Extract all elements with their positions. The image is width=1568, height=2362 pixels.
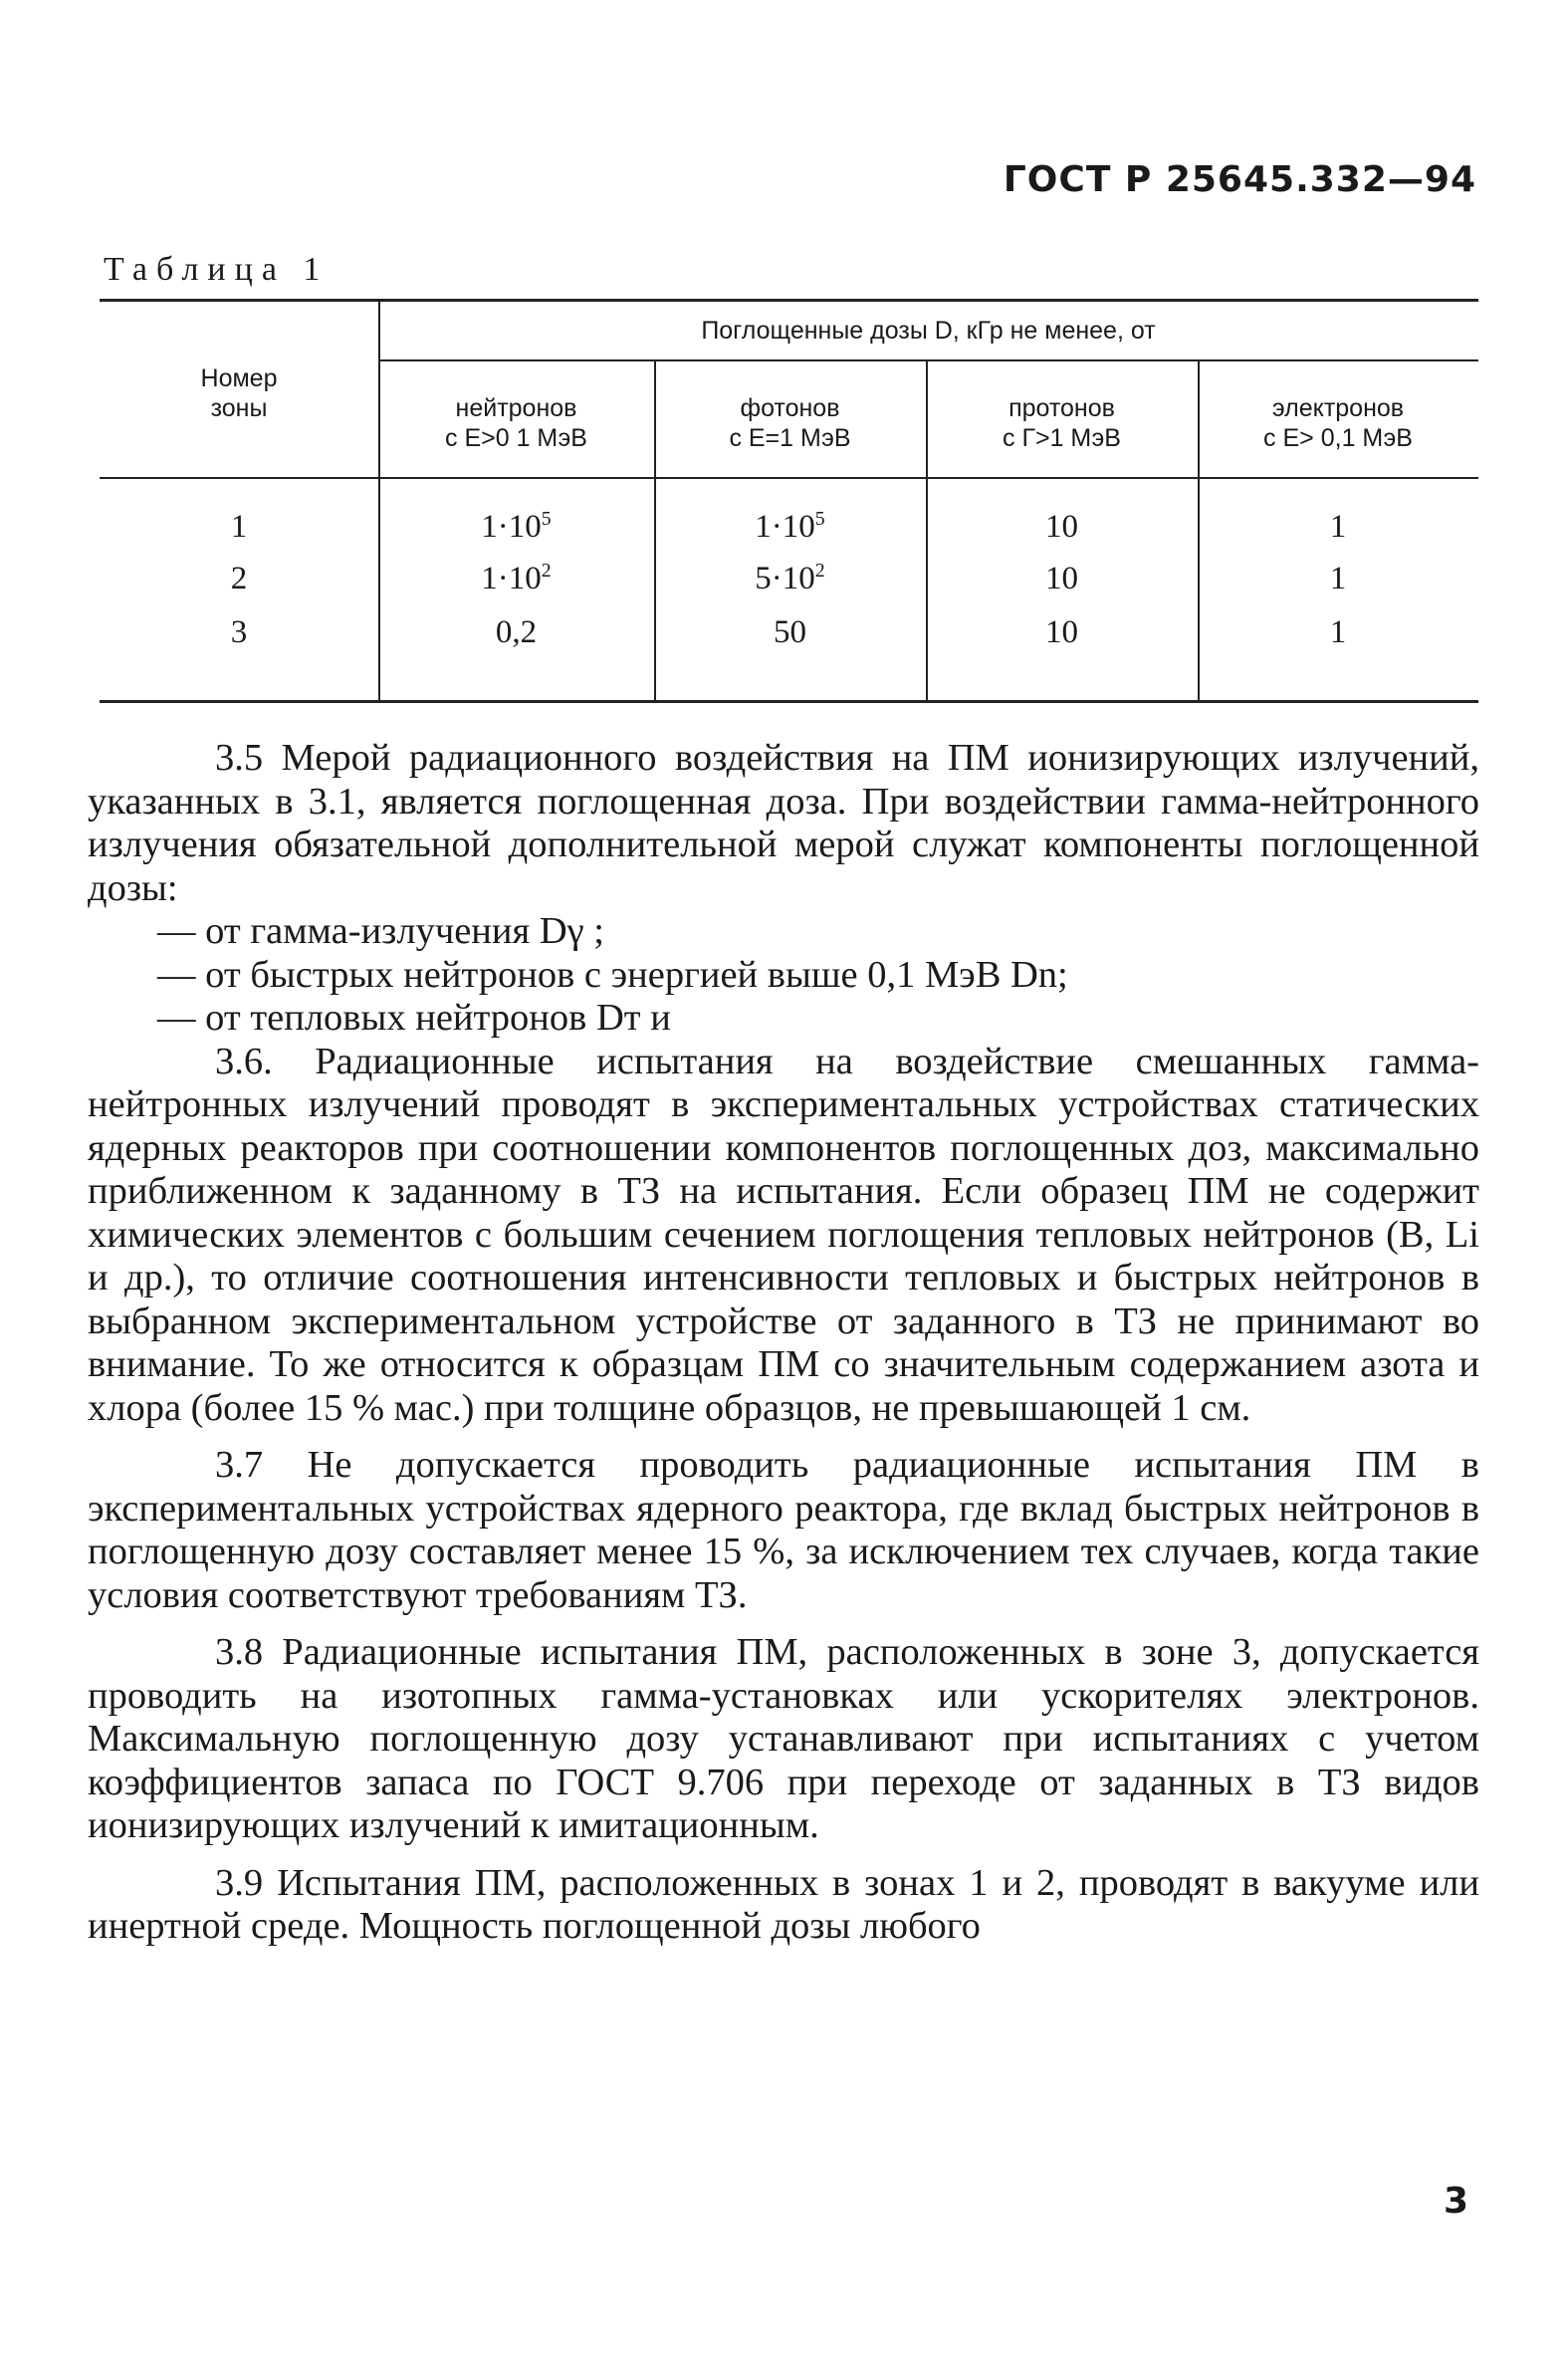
- table-cell: 1: [1329, 509, 1347, 545]
- table-cell: [654, 614, 926, 651]
- paragraph-3-7: 3.7 Не допускается проводить радиационные испытания ПМ в экспериментальных устройствах ядерного реактора, где вклад быстрых нейтронов в поглощенную дозу составляет менее 15 %, за исключением тех случаев, когда такие условия соответствуют требованиям ТЗ.: [88, 1444, 1479, 1616]
- cell-exponent: 2: [541, 560, 552, 583]
- col-particle: протонов: [1008, 394, 1115, 422]
- cell-mantissa: 0,2: [495, 614, 538, 650]
- table-cell: 10: [1045, 561, 1078, 596]
- list-item: — от быстрых нейтронов с энергией выше 0,1 МэВ Dn;: [157, 953, 1068, 996]
- col-particle: фотонов: [740, 394, 840, 422]
- table-cell: 2: [230, 561, 248, 596]
- table-divider: [100, 477, 1478, 479]
- paragraph-gap: [88, 1848, 1479, 1862]
- paragraph-3-6: 3.6. Радиационные испытания на воздействие смешанных гамма-нейтронных излучений проводят в экспериментальных устройствах статических ядерных реакторов при соотношении компонентов поглощенных доз, максимально приближенном к заданному в ТЗ на испытания. Если образец ПМ не содержит химических элементов с большим сечением поглощения тепловых нейтронов (B, Li и др.), то отличие соотношения интенсивности тепловых и быстрых нейтронов в выбранном экспериментальном устройстве от заданного в ТЗ не принимают во внимание. То же относится к образцам ПМ со значительным содержанием азота и хлора (более 15 % мас.) при толщине образцов, не превышающей 1 см.: [88, 1040, 1479, 1429]
- cell-mantissa: 50: [774, 614, 806, 650]
- col-particle: электронов: [1271, 394, 1405, 422]
- paragraph-3-5: 3.5 Мерой радиационного воздействия на ПМ ионизирующих излучений, указанных в 3.1, является поглощенная доза. При воздействии гамма-нейтронного излучения обязательной дополнительной мерой служат компоненты поглощенной дозы:: [88, 737, 1479, 909]
- table-cell: [378, 561, 654, 597]
- dose-group-header: Поглощенные дозы D, кГр не менее, от: [701, 317, 1156, 345]
- table-cell: [654, 561, 926, 597]
- cell-exponent: 2: [814, 560, 825, 583]
- body-text: [88, 737, 1479, 1949]
- zone-header: [100, 363, 378, 423]
- paragraph-gap: [88, 1617, 1479, 1631]
- paragraph-3-8: 3.8 Радиационные испытания ПМ, расположенных в зоне 3, допускается проводить на изотопных гамма-установках или ускорителях электронов. Максимальную поглощенную дозу устанавливают при испытаниях с учетом коэффициентов запаса по ГОСТ 9.706 при переходе от заданных в ТЗ видов ионизирующих излучений к имитационным.: [88, 1631, 1479, 1846]
- paragraph-gap: [88, 1430, 1479, 1444]
- standard-number: ГОСТ Р 25645.332—94: [1003, 159, 1476, 200]
- table-cell: 1: [1329, 614, 1347, 650]
- cell-mantissa: 1·10: [481, 509, 542, 545]
- table-cell: 1: [1329, 561, 1347, 596]
- col-energy: с Г>1 МэВ: [1003, 424, 1121, 452]
- cell-mantissa: 5·10: [755, 561, 815, 596]
- dose-table: [100, 299, 1478, 703]
- col-header-photons: [654, 393, 926, 453]
- page-number: 3: [1443, 2181, 1468, 2222]
- col-energy: с E> 0,1 МэВ: [1263, 424, 1413, 452]
- col-energy: с E=1 МэВ: [729, 424, 851, 452]
- table-cell: [654, 509, 926, 546]
- col-header-neutrons: [378, 393, 654, 453]
- table-cell: 10: [1045, 614, 1078, 650]
- cell-exponent: 5: [541, 508, 552, 531]
- table-cell: 10: [1045, 509, 1078, 545]
- table-cell: 3: [230, 614, 248, 650]
- table-cell: [378, 509, 654, 546]
- col-header-protons: [926, 393, 1198, 453]
- zone-header-text: Номер зоны: [200, 364, 278, 422]
- table-divider: [378, 359, 1478, 361]
- paragraph-3-9: 3.9 Испытания ПМ, расположенных в зонах 1 и 2, проводят в вакууме или инертной среде. Мощность поглощенной дозы любого: [88, 1861, 1479, 1947]
- cell-mantissa: 1·10: [755, 509, 815, 545]
- table-cell: [378, 614, 654, 651]
- list-item: — от тепловых нейтронов Dт и: [157, 997, 671, 1039]
- col-particle: нейтронов: [455, 394, 577, 422]
- table-label: Таблица 1: [104, 251, 330, 288]
- cell-mantissa: 1·10: [481, 561, 542, 596]
- col-header-electrons: [1198, 393, 1478, 453]
- list-item: — от гамма-излучения Dγ ;: [157, 910, 604, 952]
- col-energy: с E>0 1 МэВ: [445, 424, 587, 452]
- table-cell: 1: [230, 509, 248, 545]
- cell-exponent: 5: [814, 508, 825, 531]
